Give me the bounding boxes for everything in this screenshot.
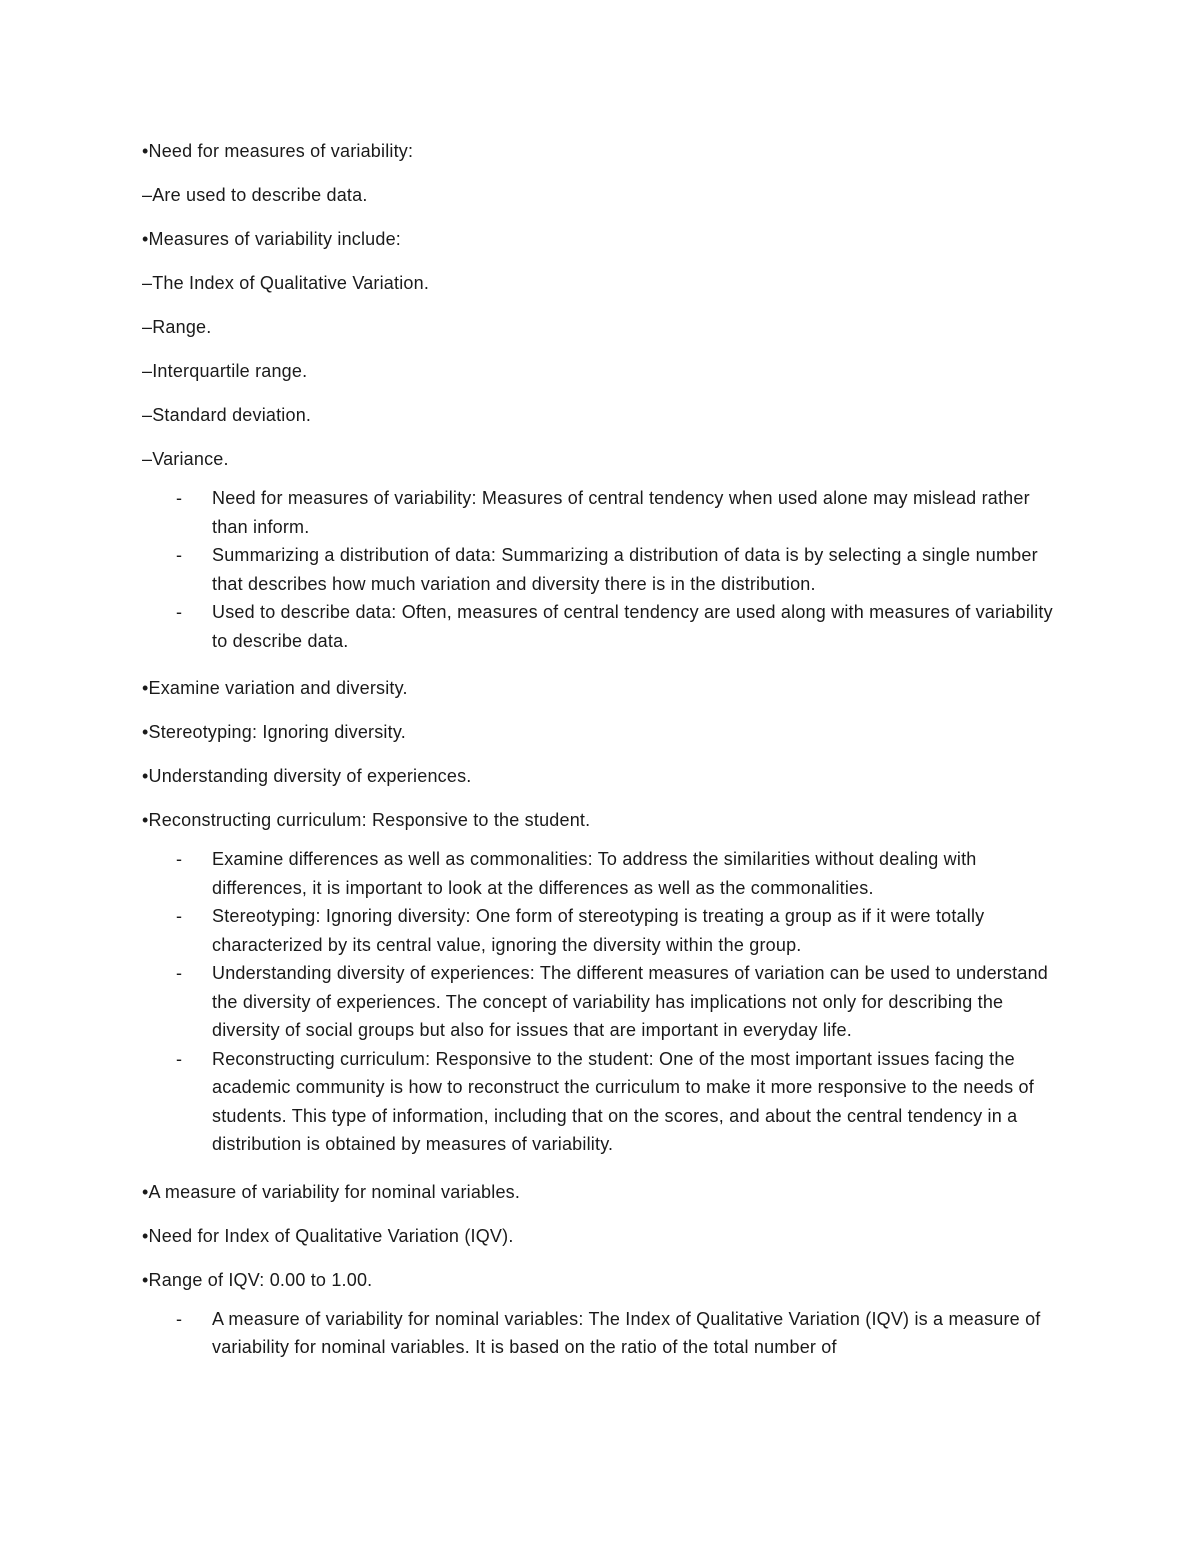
- sub-iqv: –The Index of Qualitative Variation.: [142, 273, 430, 293]
- bullet-measures-include: •Measures of variability include:: [142, 229, 402, 249]
- dash-marker: -: [176, 849, 183, 869]
- bullet-understanding-diversity: •Understanding diversity of experiences.: [142, 766, 472, 786]
- document-body: [142, 140, 1062, 1384]
- sub-range: –Range.: [142, 317, 212, 337]
- dash-marker: -: [176, 1308, 183, 1329]
- dash-marker: -: [176, 906, 183, 926]
- list-item-text: Summarizing a distribution of data: Summarizing a distribution of data is by selecting a single number that describes how much variation and diversity there is in the distribution.: [212, 545, 1038, 594]
- list-item: [142, 845, 1062, 902]
- bullet-range-of-iqv: •Range of IQV: 0.00 to 1.00.: [142, 1269, 373, 1290]
- list-item-text: Reconstructing curriculum: Responsive to the student: One of the most important issues facing the academic community is how to reconstruct the curriculum to make it more responsive to the needs of students. This type of information, including that on the scores, and about the central tendency in a distribution is obtained by measures of variability.: [212, 1048, 1034, 1154]
- list-item: [142, 959, 1062, 1045]
- dash-list-section1: [142, 484, 1062, 655]
- list-item-text: Used to describe data: Often, measures of central tendency are used along with measures of variability to describe data.: [212, 602, 1053, 651]
- list-item: [142, 1045, 1062, 1159]
- sub-interquartile-range: –Interquartile range.: [142, 361, 308, 381]
- list-item-text: Need for measures of variability: Measures of central tendency when used alone may mislead rather than inform.: [212, 488, 1030, 537]
- dash-marker: -: [176, 602, 183, 622]
- bullet-stereotyping: •Stereotyping: Ignoring diversity.: [142, 722, 406, 742]
- sub-standard-deviation: –Standard deviation.: [142, 405, 312, 425]
- list-item-text: Stereotyping: Ignoring diversity: One form of stereotyping is treating a group as if it were totally characterized by its central value, ignoring the diversity within the group.: [212, 906, 985, 955]
- dash-list-section2: [142, 845, 1062, 1159]
- list-item: [142, 902, 1062, 959]
- dash-marker: -: [176, 488, 183, 508]
- list-item-text: Examine differences as well as commonalities: To address the similarities without dealing with differences, it is important to look at the differences as well as the commonalities.: [212, 849, 977, 898]
- list-item: [142, 541, 1062, 598]
- bullet-need-for-measures: •Need for measures of variability:: [142, 141, 414, 161]
- list-item-text: Understanding diversity of experiences: The different measures of variation can be used to understand the diversity of experiences. The concept of variability has implications not only for describing the diversity of social groups but also for issues that are important in everyday life.: [212, 963, 1049, 1040]
- sub-used-to-describe: –Are used to describe data.: [142, 185, 368, 205]
- list-item-text: A measure of variability for nominal variables: The Index of Qualitative Variation (IQV) is a measure of variability for nominal variables. It is based on the ratio of the total number of: [212, 1308, 1041, 1357]
- dash-marker: -: [176, 1048, 183, 1069]
- list-item: [142, 598, 1062, 655]
- bullet-need-for-iqv: •Need for Index of Qualitative Variation (IQV).: [142, 1225, 514, 1246]
- dash-marker: -: [176, 545, 183, 565]
- sub-variance: –Variance.: [142, 449, 229, 469]
- bullet-nominal-variables: •A measure of variability for nominal variables.: [142, 1181, 521, 1202]
- bullet-reconstructing-curriculum: •Reconstructing curriculum: Responsive to the student.: [142, 810, 591, 830]
- bullet-examine-variation: •Examine variation and diversity.: [142, 678, 408, 698]
- list-item: [142, 484, 1062, 541]
- list-item: [142, 1305, 1062, 1362]
- dash-list-section3: [142, 1305, 1062, 1362]
- dash-marker: -: [176, 963, 183, 983]
